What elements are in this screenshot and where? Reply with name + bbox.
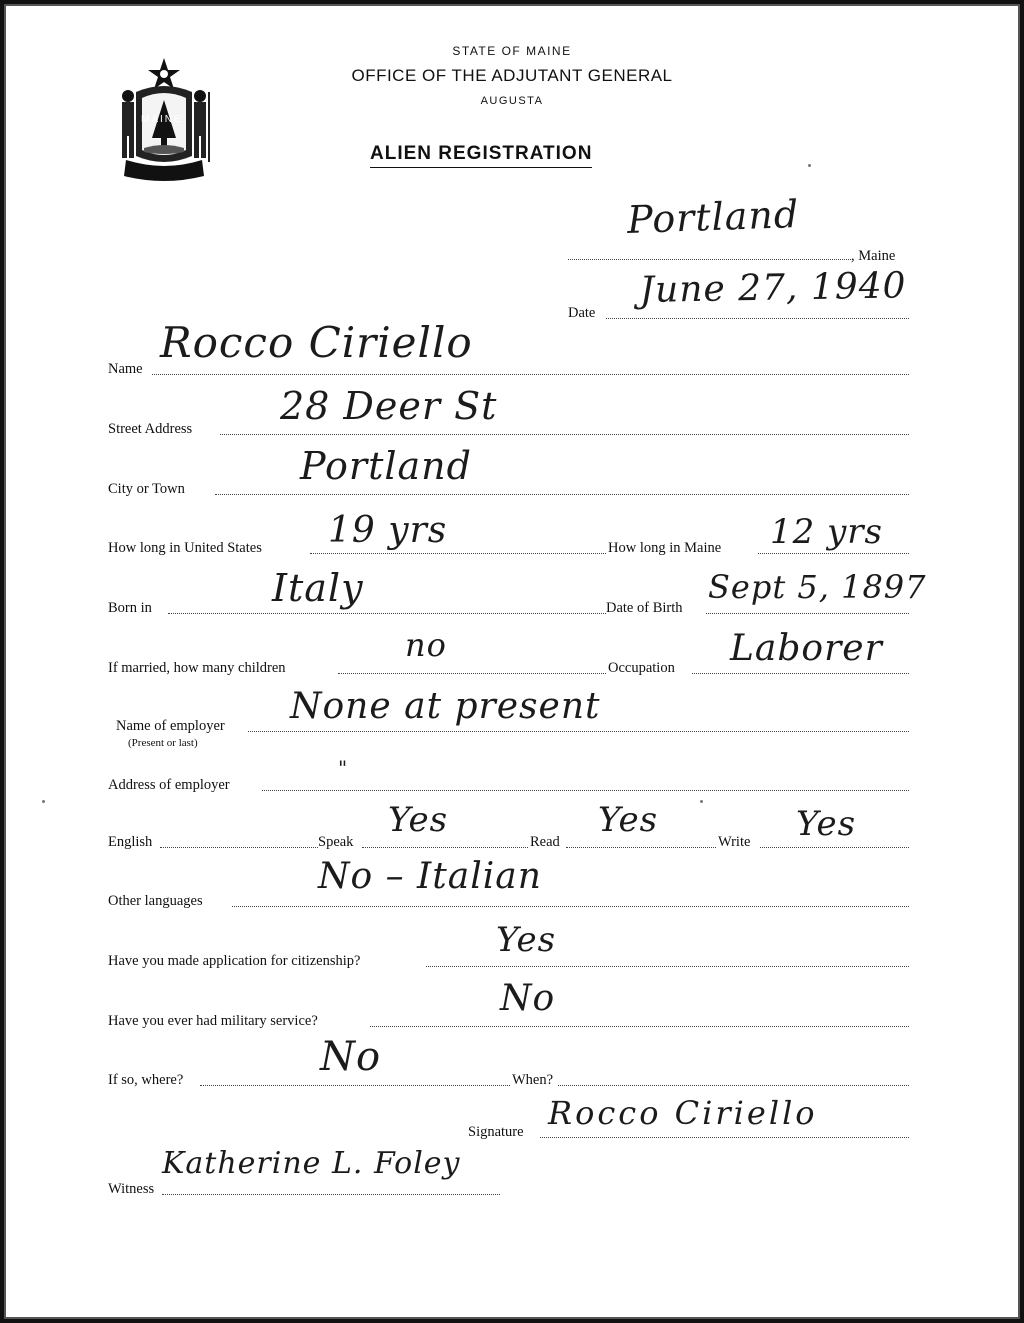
date-of-birth-value: Sept 5, 1897	[708, 568, 927, 606]
born-in-value: Italy	[272, 566, 364, 610]
name-value: Rocco Ciriello	[160, 318, 473, 367]
born-in-label: Born in	[108, 600, 152, 616]
employer-name-value: None at present	[290, 686, 601, 727]
date-of-birth-label: Date of Birth	[606, 600, 683, 616]
write-line	[760, 847, 909, 848]
date-label: Date	[568, 305, 596, 321]
employer-name-label: Name of employer	[116, 718, 225, 734]
born-in-line	[168, 613, 606, 614]
married-children-line	[338, 673, 606, 674]
witness-label: Witness	[108, 1181, 155, 1197]
city-or-town-value: Portland	[300, 444, 472, 488]
street-address-line	[220, 434, 909, 435]
when-line	[558, 1085, 909, 1086]
military-value: No	[500, 978, 556, 1019]
name-label: Name	[108, 361, 143, 377]
citizenship-line	[426, 966, 909, 967]
if-so-where-value: No	[320, 1034, 382, 1080]
other-languages-value: No – Italian	[318, 856, 542, 897]
how-long-us-value: 19 yrs	[328, 510, 448, 551]
name-line	[152, 374, 909, 375]
scan-speck	[808, 164, 811, 167]
speak-label: Speak	[318, 834, 354, 850]
other-languages-line	[232, 906, 909, 907]
when-label: When?	[512, 1072, 554, 1088]
citizenship-label: Have you made application for citizenship?	[108, 953, 361, 969]
speak-line	[362, 847, 528, 848]
other-languages-label: Other languages	[108, 893, 203, 909]
occupation-value: Laborer	[730, 628, 883, 669]
signature-line	[540, 1137, 909, 1138]
occupation-label: Occupation	[608, 660, 675, 676]
employer-note-label: (Present or last)	[128, 737, 198, 749]
employer-name-line	[248, 731, 909, 732]
married-children-value: no	[405, 626, 447, 664]
married-children-label: If married, how many children	[108, 660, 286, 676]
signature-label: Signature	[468, 1124, 524, 1140]
employer-address-line	[262, 790, 909, 791]
if-so-where-label: If so, where?	[108, 1072, 184, 1088]
military-line	[370, 1026, 909, 1027]
write-value: Yes	[796, 804, 857, 844]
english-label: English	[108, 834, 153, 850]
employer-address-value: "	[338, 756, 349, 780]
speak-value: Yes	[388, 800, 449, 840]
if-so-where-line	[200, 1085, 510, 1086]
read-value: Yes	[598, 800, 659, 840]
how-long-maine-value: 12 yrs	[770, 512, 883, 552]
signature-value: Rocco Ciriello	[548, 1094, 818, 1132]
how-long-maine-line	[758, 553, 909, 554]
employer-address-label: Address of employer	[108, 777, 230, 793]
witness-value: Katherine L. Foley	[162, 1146, 461, 1181]
place-line	[568, 259, 851, 260]
occupation-line	[692, 673, 909, 674]
city-heading: AUGUSTA	[480, 95, 544, 107]
how-long-maine-label: How long in Maine	[608, 540, 722, 556]
city-or-town-label: City or Town	[108, 481, 185, 497]
city-or-town-line	[215, 494, 909, 495]
read-line	[566, 847, 716, 848]
place-value: Portland	[626, 192, 800, 242]
write-label: Write	[718, 834, 751, 850]
military-label: Have you ever had military service?	[108, 1013, 318, 1029]
state-heading: STATE OF MAINE	[452, 44, 572, 58]
english-line	[160, 847, 318, 848]
street-address-value: 28 Deer St	[280, 384, 498, 428]
office-heading: OFFICE OF THE ADJUTANT GENERAL	[351, 66, 673, 85]
read-label: Read	[530, 834, 560, 850]
form-title: ALIEN REGISTRATION	[370, 143, 592, 168]
date-value: June 27, 1940	[639, 265, 907, 311]
date-of-birth-line	[706, 613, 909, 614]
seal-banner-text: MAINE	[141, 114, 183, 125]
witness-line	[162, 1194, 500, 1195]
scan-speck	[42, 800, 45, 803]
citizenship-value: Yes	[496, 920, 557, 960]
how-long-us-label: How long in United States	[108, 540, 262, 556]
scan-speck	[700, 800, 703, 803]
date-line	[606, 318, 909, 319]
how-long-us-line	[310, 553, 606, 554]
maine-suffix-label: , Maine	[851, 248, 896, 264]
street-address-label: Street Address	[108, 421, 193, 437]
